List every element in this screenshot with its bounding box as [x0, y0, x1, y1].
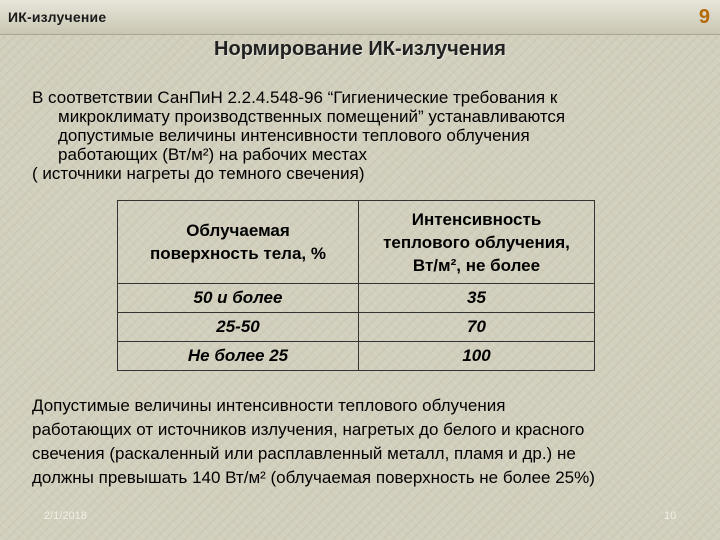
intro-line: допустимые величины интенсивности теплового облучения	[58, 126, 530, 145]
intro-line: работающих (Вт/м²) на рабочих местах	[58, 145, 367, 164]
surface-cell: Не более 25	[118, 342, 359, 371]
slide-title: Нормирование ИК-излучения	[214, 38, 506, 60]
table-row	[118, 342, 595, 371]
table-header-row	[118, 201, 595, 284]
header-text: Вт/м², не более	[412, 255, 541, 275]
header-bar	[0, 0, 720, 35]
outro-line: должны превышать 140 Вт/м² (облучаемая поверхность не более 25%)	[32, 468, 595, 487]
outro-line: Допустимые величины интенсивности теплового облучения	[32, 396, 506, 415]
header-cell-intensity	[359, 201, 595, 284]
norms-table	[117, 200, 595, 371]
header-text: Интенсивность	[411, 209, 542, 229]
intro-paragraph	[32, 88, 682, 183]
surface-cell: 50 и более	[118, 284, 359, 313]
header-cell-surface	[118, 201, 359, 284]
section-title: ИК-излучение	[8, 9, 107, 25]
surface-cell: 25-50	[118, 313, 359, 342]
intensity-cell: 70	[359, 313, 595, 342]
footer-date: 2/1/2018	[44, 510, 87, 522]
intensity-cell: 35	[359, 284, 595, 313]
slide-number: 9	[698, 6, 710, 28]
outro-paragraph	[32, 394, 702, 490]
table-row	[118, 313, 595, 342]
outro-line: работающих от источников излучения, нагретых до белого и красного	[32, 420, 585, 439]
intro-line: ( источники нагреты до темного свечения)	[32, 164, 365, 183]
intensity-cell: 100	[359, 342, 595, 371]
footer-page-number: 10	[664, 510, 677, 522]
intro-line: В соответствии СанПиН 2.2.4.548-96 “Гигиенические требования к	[32, 88, 558, 107]
outro-line: свечения (раскаленный или расплавленный металл, пламя и др.) не	[32, 444, 576, 463]
header-text: теплового облучения,	[383, 232, 570, 252]
header-text: Облучаемая	[186, 221, 290, 240]
header-text: поверхность тела, %	[150, 244, 326, 263]
table-row	[118, 284, 595, 313]
intro-line: микроклимату производственных помещений” устанавливаются	[58, 107, 566, 126]
